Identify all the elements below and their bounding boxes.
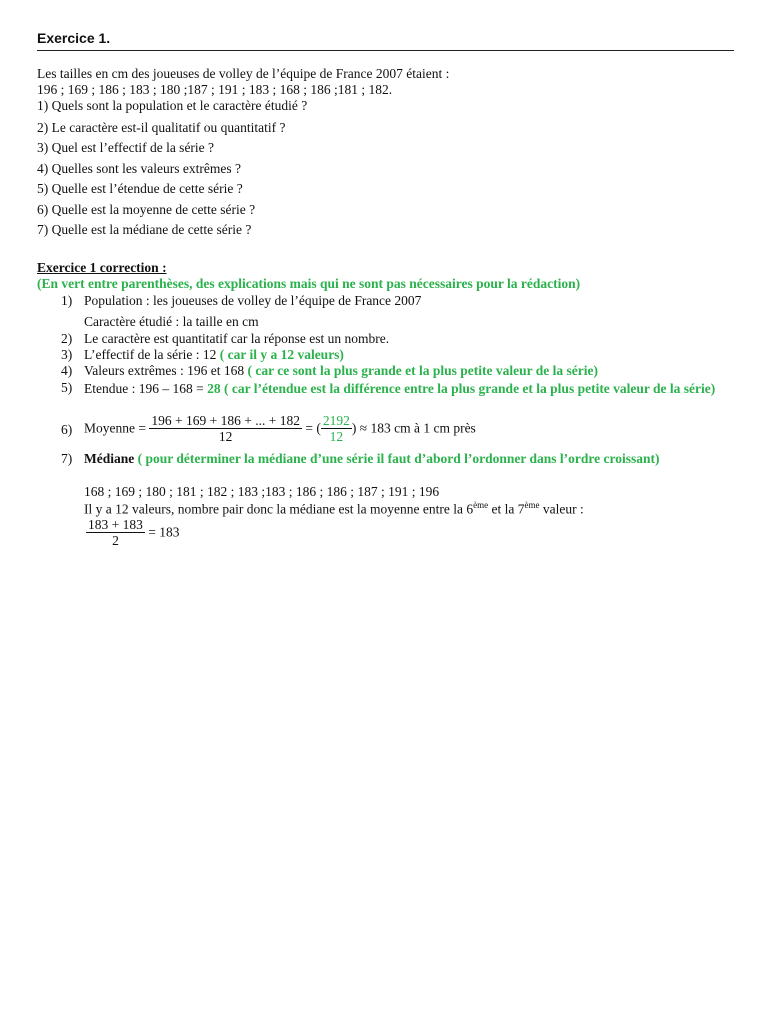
answer-1-caractere: Caractère étudié : la taille en cm xyxy=(84,314,259,329)
answer-7-number: 7) xyxy=(61,451,73,466)
question-4: 4) Quelles sont les valeurs extrêmes ? xyxy=(37,161,241,176)
answer-7-text-1: Il y a 12 valeurs, nombre pair donc la médiane est la moyenne entre la 6 xyxy=(84,501,474,517)
intro-line-1: Les tailles en cm des joueuses de volley de l’équipe de France 2007 étaient : xyxy=(37,66,450,81)
answer-7-explanation: ( pour déterminer la médiane d’une série il faut d’abord l’ordonner dans l’ordre croissant) xyxy=(134,451,660,466)
answer-5-value: 28 xyxy=(207,381,221,396)
title-divider xyxy=(37,50,734,51)
answer-7-text-2: et la 7 xyxy=(488,501,525,517)
question-7: 7) Quelle est la médiane de cette série ? xyxy=(37,222,252,237)
answer-4 xyxy=(84,363,598,379)
median-fraction xyxy=(86,517,145,548)
mean-numerator: 196 + 169 + 186 + ... + 182 xyxy=(151,413,300,428)
mean-sum-denominator: 12 xyxy=(329,429,344,444)
answer-5-number: 5) xyxy=(61,380,73,395)
intro-line-2: 196 ; 169 ; 186 ; 183 ; 180 ;187 ; 191 ; 183 ; 168 ; 186 ;181 ; 182. xyxy=(37,82,393,97)
mean-sum-numerator: 2192 xyxy=(322,413,350,428)
answer-2: Le caractère est quantitatif car la réponse est un nombre. xyxy=(84,331,390,346)
question-1: 1) Quels sont la population et le caractère étudié ? xyxy=(37,98,308,113)
exercise-title: Exercice 1. xyxy=(37,30,111,46)
answer-6-equals: = ( xyxy=(301,420,321,436)
answer-7-sorted-series: 168 ; 169 ; 180 ; 181 ; 182 ; 183 ;183 ; 186 ; 186 ; 187 ; 191 ; 196 xyxy=(84,484,440,499)
answer-3-text: L’effectif de la série : 12 xyxy=(84,347,220,362)
answer-7-text-3: valeur : xyxy=(539,501,584,517)
answer-2-number: 2) xyxy=(61,331,73,346)
correction-note: (En vert entre parenthèses, des explications mais qui ne sont pas nécessaires pour la rédaction) xyxy=(37,276,581,291)
answer-3-number: 3) xyxy=(61,347,73,362)
median-result: = 183 xyxy=(144,524,180,540)
question-3: 3) Quel est l’effectif de la série ? xyxy=(37,140,215,155)
answer-4-number: 4) xyxy=(61,363,73,378)
correction-title: Exercice 1 correction : xyxy=(37,260,167,275)
answer-6 xyxy=(84,413,476,444)
answer-3-explanation: ( car il y a 12 valeurs) xyxy=(219,347,344,362)
answer-1-number: 1) xyxy=(61,293,73,308)
answer-7-label: Médiane xyxy=(84,451,135,466)
mean-fraction xyxy=(149,413,302,444)
answer-6-number: 6) xyxy=(61,422,73,437)
median-denominator: 2 xyxy=(112,533,119,548)
answer-4-explanation: ( car ce sont la plus grande et la plus petite valeur de la série) xyxy=(247,363,598,378)
question-2: 2) Le caractère est-il qualitatif ou quantitatif ? xyxy=(37,120,286,135)
answer-7-sup-1: ème xyxy=(473,500,489,510)
answer-6-result: ) ≈ 183 cm à 1 cm près xyxy=(351,420,476,436)
answer-5-text: Etendue : 196 – 168 = xyxy=(84,381,208,396)
answer-5 xyxy=(84,380,732,397)
mean-denominator: 12 xyxy=(218,429,233,444)
question-5: 5) Quelle est l’étendue de cette série ? xyxy=(37,181,243,196)
median-numerator: 183 + 183 xyxy=(88,517,143,532)
mean-sum-fraction xyxy=(321,413,352,444)
answer-6-label: Moyenne = xyxy=(84,420,150,436)
answer-3 xyxy=(84,347,344,363)
median-calc xyxy=(86,517,180,548)
answer-7-sup-2: ème xyxy=(524,500,540,510)
answer-1-population: Population : les joueuses de volley de l’équipe de France 2007 xyxy=(84,293,422,308)
answer-5-explanation: ( car l’étendue est la différence entre la plus grande et la plus petite valeur de la série) xyxy=(220,381,716,396)
answer-4-text: Valeurs extrêmes : 196 et 168 xyxy=(84,363,248,378)
answer-7-explanation-line xyxy=(84,500,584,518)
answer-7 xyxy=(84,451,732,467)
question-6: 6) Quelle est la moyenne de cette série ? xyxy=(37,202,256,217)
